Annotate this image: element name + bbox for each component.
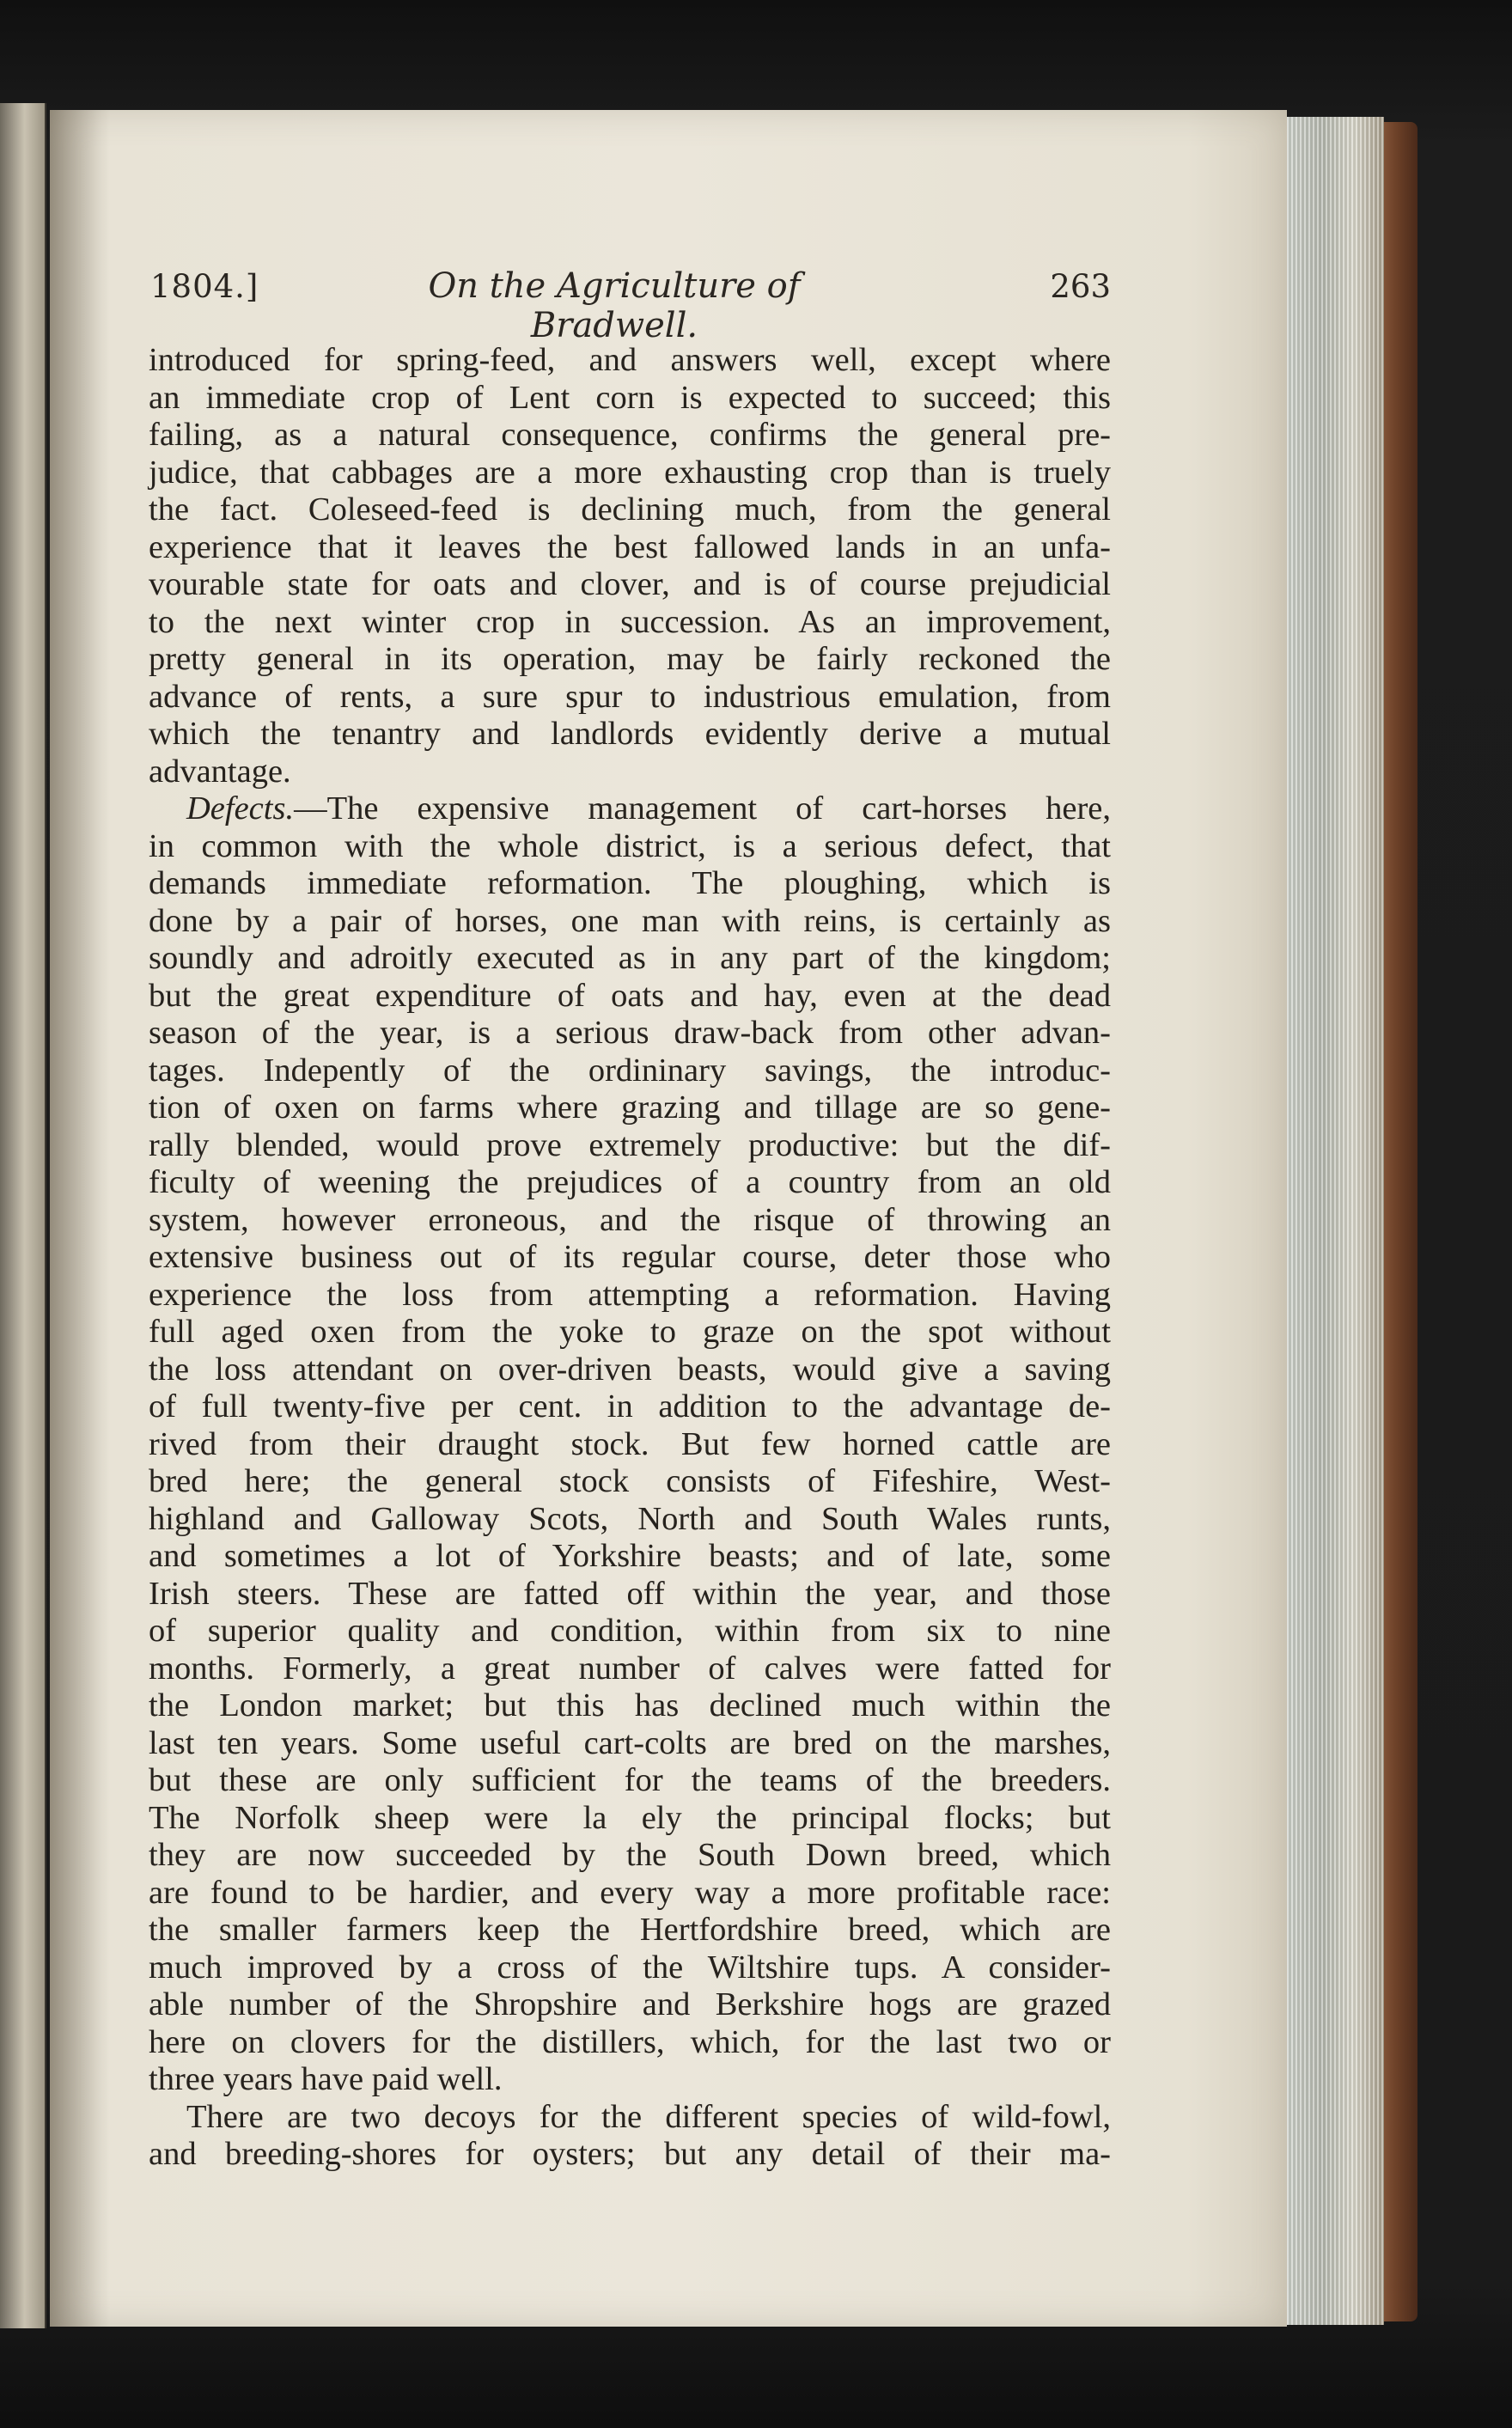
text-line: system, however erroneous, and the risque of throwing an [149, 1201, 1111, 1238]
text-line: but the great expenditure of oats and hay, even at the dead [149, 977, 1111, 1014]
text-line: of superior quality and condition, within from six to nine [149, 1613, 1111, 1649]
text-line: of full twenty-five per cent. in addition to the advantage de- [149, 1388, 1111, 1424]
marbled-fore-edge [1282, 117, 1384, 2325]
text-line: rally blended, would prove extremely productive: but the dif- [149, 1126, 1111, 1163]
text-line: the smaller farmers keep the Hertfordshire breed, which are [149, 1912, 1111, 1948]
text-line: bred here; the general stock consists of Fifeshire, West- [149, 1463, 1111, 1499]
text-line: rived from their draught stock. But few horned cattle are [149, 1425, 1111, 1462]
text-line: which the tenantry and landlords evidently derive a mutual [149, 716, 1111, 752]
text-line: experience the loss from attempting a reformation. Having [149, 1276, 1111, 1313]
gutter-shadow [50, 110, 110, 2327]
text-line: experience that it leaves the best fallowed lands in an unfa- [149, 528, 1111, 565]
running-head [150, 266, 1111, 345]
text-line: done by a pair of horses, one man with reins, is certainly as [149, 902, 1111, 939]
defects-paragraph-line [149, 790, 1111, 828]
text-line: pretty general in its operation, may be fairly reckoned the [149, 641, 1111, 677]
running-head-title: On the Agriculture of Bradwell. [428, 266, 801, 345]
text-line: season of the year, is a serious draw-back from other advan- [149, 1015, 1111, 1051]
text-line: highland and Galloway Scots, North and South Wales runts, [149, 1500, 1111, 1537]
text-line: in common with the whole district, is a serious defect, that [149, 827, 1111, 864]
text-line-remainder: —The expensive management of cart-horses here, [294, 790, 1111, 827]
text-line: Irish steers. These are fatted off within the year, and those [149, 1575, 1111, 1612]
text-line: vourable state for oats and clover, and is of course prejudicial [149, 566, 1111, 602]
page-number: 263 [1050, 268, 1111, 305]
text-line: ficulty of weening the prejudices of a country from an old [149, 1164, 1111, 1200]
text-line: advantage. [149, 753, 291, 790]
text-line: months. Formerly, a great number of calves were fatted for [149, 1650, 1111, 1687]
text-line: soundly and adroitly executed as in any part of the kingdom; [149, 940, 1111, 976]
text-line: the loss attendant on over-driven beasts, would give a saving [149, 1351, 1111, 1388]
text-line: three years have paid well. [149, 2061, 503, 2097]
text-line: advance of rents, a sure spur to industrious emulation, from [149, 678, 1111, 715]
text-line: able number of the Shropshire and Berkshire hogs are grazed [149, 1986, 1111, 2022]
text-line: the London market; but this has declined much within the [149, 1687, 1111, 1723]
text-line: The Norfolk sheep were la ely the principal flocks; but [149, 1799, 1111, 1836]
text-line: here on clovers for the distillers, which, for the last two or [149, 2023, 1111, 2060]
text-line: failing, as a natural consequence, confirms the general pre- [149, 417, 1111, 453]
text-line: full aged oxen from the yoke to graze on the spot without [149, 1314, 1111, 1350]
text-line: and sometimes a lot of Yorkshire beasts; and of late, some [149, 1538, 1111, 1574]
defects-heading: Defects. [186, 790, 295, 827]
text-line: tages. Indepently of the ordininary savings, the introduc- [149, 1052, 1111, 1089]
text-line: the fact. Coleseed-feed is declining much, from the general [149, 491, 1111, 528]
text-line: are found to be hardier, and every way a more profitable race: [149, 1874, 1111, 1911]
text-line: extensive business out of its regular course, deter those who [149, 1239, 1111, 1275]
text-line: judice, that cabbages are a more exhausting crop than is truely [149, 454, 1111, 491]
text-line: demands immediate reformation. The ploughing, which is [149, 865, 1111, 901]
text-line: much improved by a cross of the Wiltshire tups. A consider- [149, 1949, 1111, 1986]
text-line: last ten years. Some useful cart-colts are bred on the marshes, [149, 1724, 1111, 1761]
text-line: introduced for spring-feed, and answers well, except where [149, 342, 1111, 378]
text-line: an immediate crop of Lent corn is expected to succeed; this [149, 379, 1111, 416]
text-line: to the next winter crop in succession. As an improvement, [149, 603, 1111, 640]
text-line: There are two decoys for the different species of wild-fowl, [186, 2098, 1111, 2135]
text-line: and breeding-shores for oysters; but any detail of their ma- [149, 2136, 1111, 2172]
text-line: but these are only sufficient for the teams of the breeders. [149, 1762, 1111, 1798]
text-line: they are now succeeded by the South Down breed, which [149, 1837, 1111, 1873]
running-head-year: 1804.] [150, 268, 259, 305]
text-line: tion of oxen on farms where grazing and tillage are so gene- [149, 1089, 1111, 1126]
body-text [149, 342, 1111, 2174]
facing-page-edge [0, 103, 46, 2328]
